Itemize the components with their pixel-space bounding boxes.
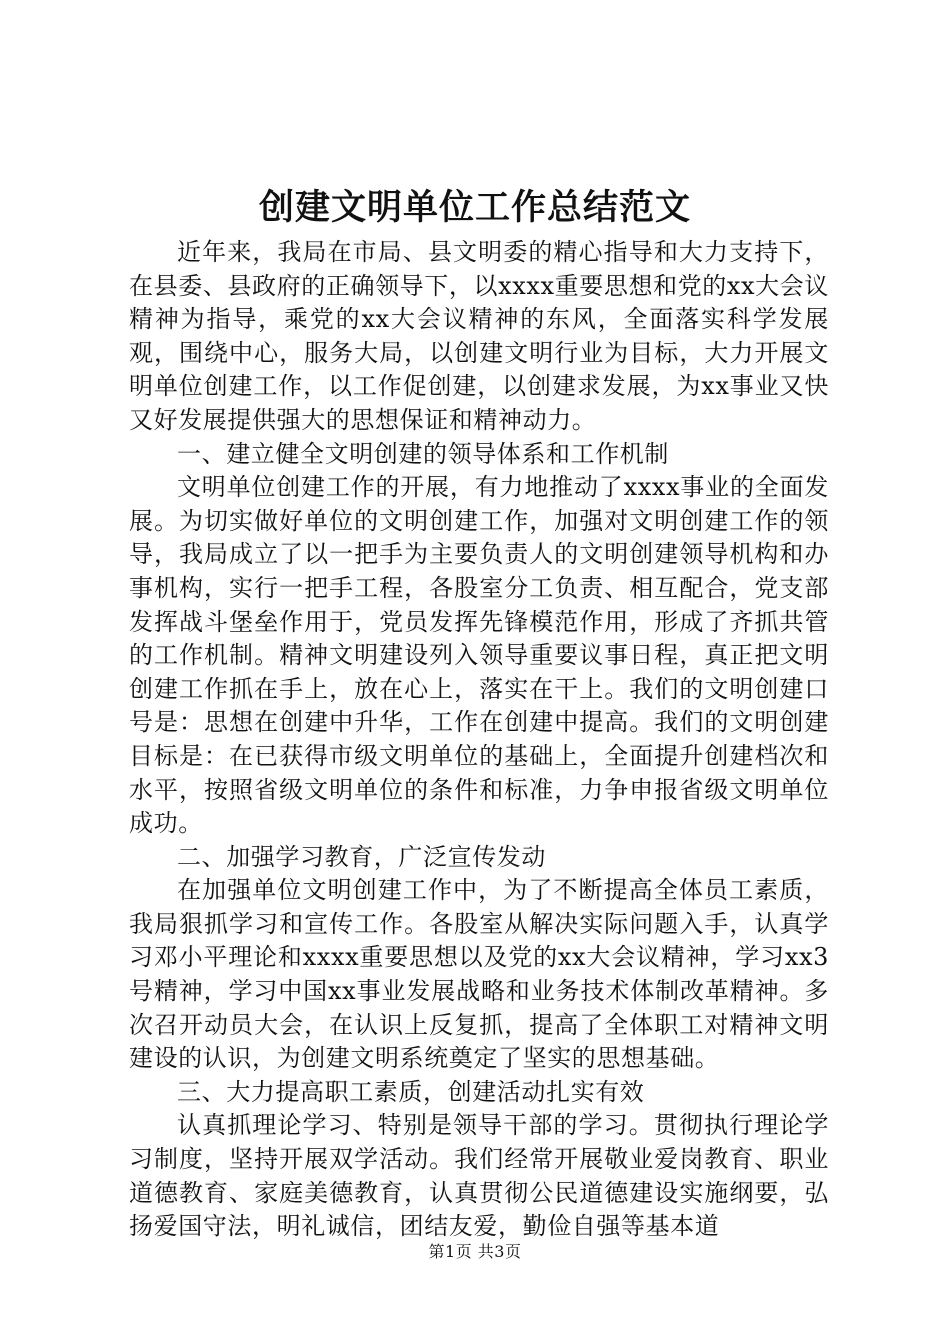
section-3-paragraph: 认真抓理论学习、特别是领导干部的学习。贯彻执行理论学习制度，坚持开展双学活动。我们经常开展敬业爱岗教育、职业道德教育、家庭美德教育，认真贯彻公民道德建设实施纲要，弘扬爱国守法，明礼诚信，团结友爱，勤俭自强等基本道 — [129, 1111, 829, 1241]
section-heading-2: 二、加强学习教育，广泛宣传发动 — [177, 842, 546, 871]
section-1-paragraph: 文明单位创建工作的开展，有力地推动了xxxx事业的全面发展。为切实做好单位的文明创建工作，加强对文明创建工作的领导，我局成立了以一把手为主要负责人的文明创建领导机构和办事机构，实行一把手工程，各股室分工负责、相互配合，党支部发挥战斗堡垒作用于，党员发挥先锋模范作用，形成了齐抓共管的工作机制。精神文明建设列入领导重要议事日程，真正把文明创建工作抓在手上，放在心上，落实在干上。我们的文明创建口号是：思想在创建中升华，工作在创建中提高。我们的文明创建目标是：在已获得市级文明单位的基础上，全面提升创建档次和水平，按照省级文明单位的条件和标准，力争申报省级文明单位成功。 — [129, 473, 829, 838]
intro-paragraph: 近年来，我局在市局、县文明委的精心指导和大力支持下，在县委、县政府的正确领导下，以xxxx重要思想和党的xx大会议精神为指导，乘党的xx大会议精神的东风，全面落实科学发展观，围绕中心，服务大局，以创建文明行业为目标，大力开展文明单位创建工作，以工作促创建，以创建求发展，为xx事业又快又好发展提供强大的思想保证和精神动力。 — [129, 238, 829, 434]
section-2-paragraph: 在加强单位文明创建工作中，为了不断提高全体员工素质，我局狠抓学习和宣传工作。各股室从解决实际问题入手，认真学习邓小平理论和xxxx重要思想以及党的xx大会议精神，学习xx3号精神，学习中国xx事业发展战略和业务技术体制改革精神。多次召开动员大会，在认识上反复抓，提高了全体职工对精神文明建设的认识，为创建文明系统奠定了坚实的思想基础。 — [129, 876, 829, 1073]
page-footer: 第1页 共3页 — [428, 1242, 522, 1261]
section-heading-1: 一、建立健全文明创建的领导体系和工作机制 — [177, 439, 669, 468]
section-heading-3: 三、大力提高职工素质，创建活动扎实有效 — [177, 1077, 645, 1106]
document-body — [129, 236, 829, 1244]
document-title: 创建文明单位工作总结范文 — [258, 187, 691, 228]
